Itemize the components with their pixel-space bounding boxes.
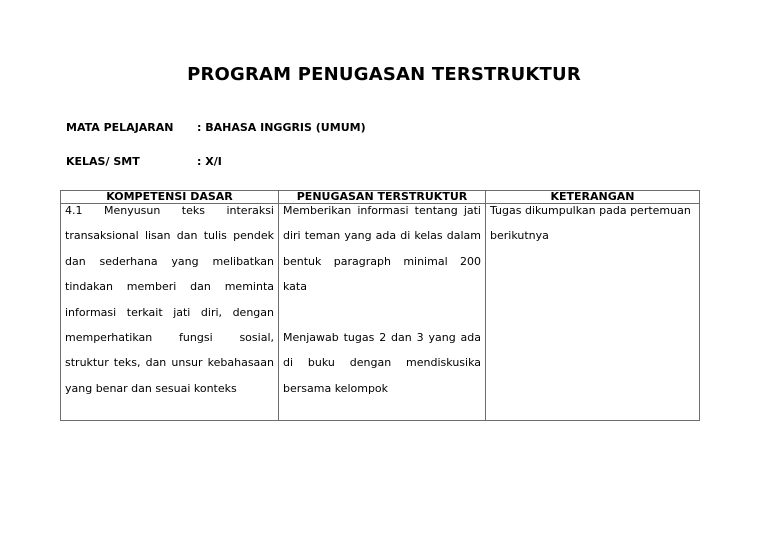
keterangan-line: Tugas dikumpulkan pada pertemuan (490, 204, 691, 217)
table-row (61, 204, 700, 421)
penugasan-cell (279, 204, 486, 421)
penugasan-line: bersama kelompok (283, 381, 389, 395)
document-title: PROGRAM PENUGASAN TERSTRUKTUR (187, 64, 581, 85)
penugasan-line: di buku dengan mendiskusika (283, 356, 481, 370)
assignment-table (60, 190, 700, 421)
header-keterangan: KETERANGAN (486, 191, 700, 204)
kompetensi-line: 4.1 Menyusun teks interaksi (65, 204, 274, 217)
table-header-row (61, 191, 700, 204)
penugasan-line: kata (283, 280, 307, 294)
subject-label: MATA PELAJARAN (66, 121, 174, 134)
header-kompetensi-dasar: KOMPETENSI DASAR (61, 191, 279, 204)
subject-value: : BAHASA INGGRIS (UMUM) (197, 121, 366, 134)
kompetensi-line: memperhatikan fungsi sosial, (65, 330, 274, 344)
kompetensi-line: informasi terkait jati diri, dengan (65, 305, 274, 319)
class-row (66, 155, 222, 168)
paragraph-gap (283, 306, 481, 331)
penugasan-line: Memberikan informasi tentang jati (283, 204, 481, 217)
kompetensi-line: tindakan memberi dan meminta (65, 280, 274, 294)
keterangan-cell (486, 204, 700, 421)
kompetensi-cell (61, 204, 279, 421)
penugasan-line: bentuk paragraph minimal 200 (283, 254, 481, 268)
class-value: : X/I (197, 155, 222, 168)
kompetensi-line: yang benar dan sesuai konteks (65, 381, 237, 395)
subject-row (66, 121, 366, 134)
header-penugasan-terstruktur: PENUGASAN TERSTRUKTUR (279, 191, 486, 204)
kompetensi-line: transaksional lisan dan tulis pendek (65, 229, 274, 243)
penugasan-line: Menjawab tugas 2 dan 3 yang ada (283, 330, 481, 344)
kompetensi-line: struktur teks, dan unsur kebahasaan (65, 356, 274, 370)
penugasan-line: diri teman yang ada di kelas dalam (283, 229, 481, 243)
keterangan-line: berikutnya (490, 229, 549, 243)
class-label: KELAS/ SMT (66, 155, 140, 168)
kompetensi-line: dan sederhana yang melibatkan (65, 254, 274, 268)
